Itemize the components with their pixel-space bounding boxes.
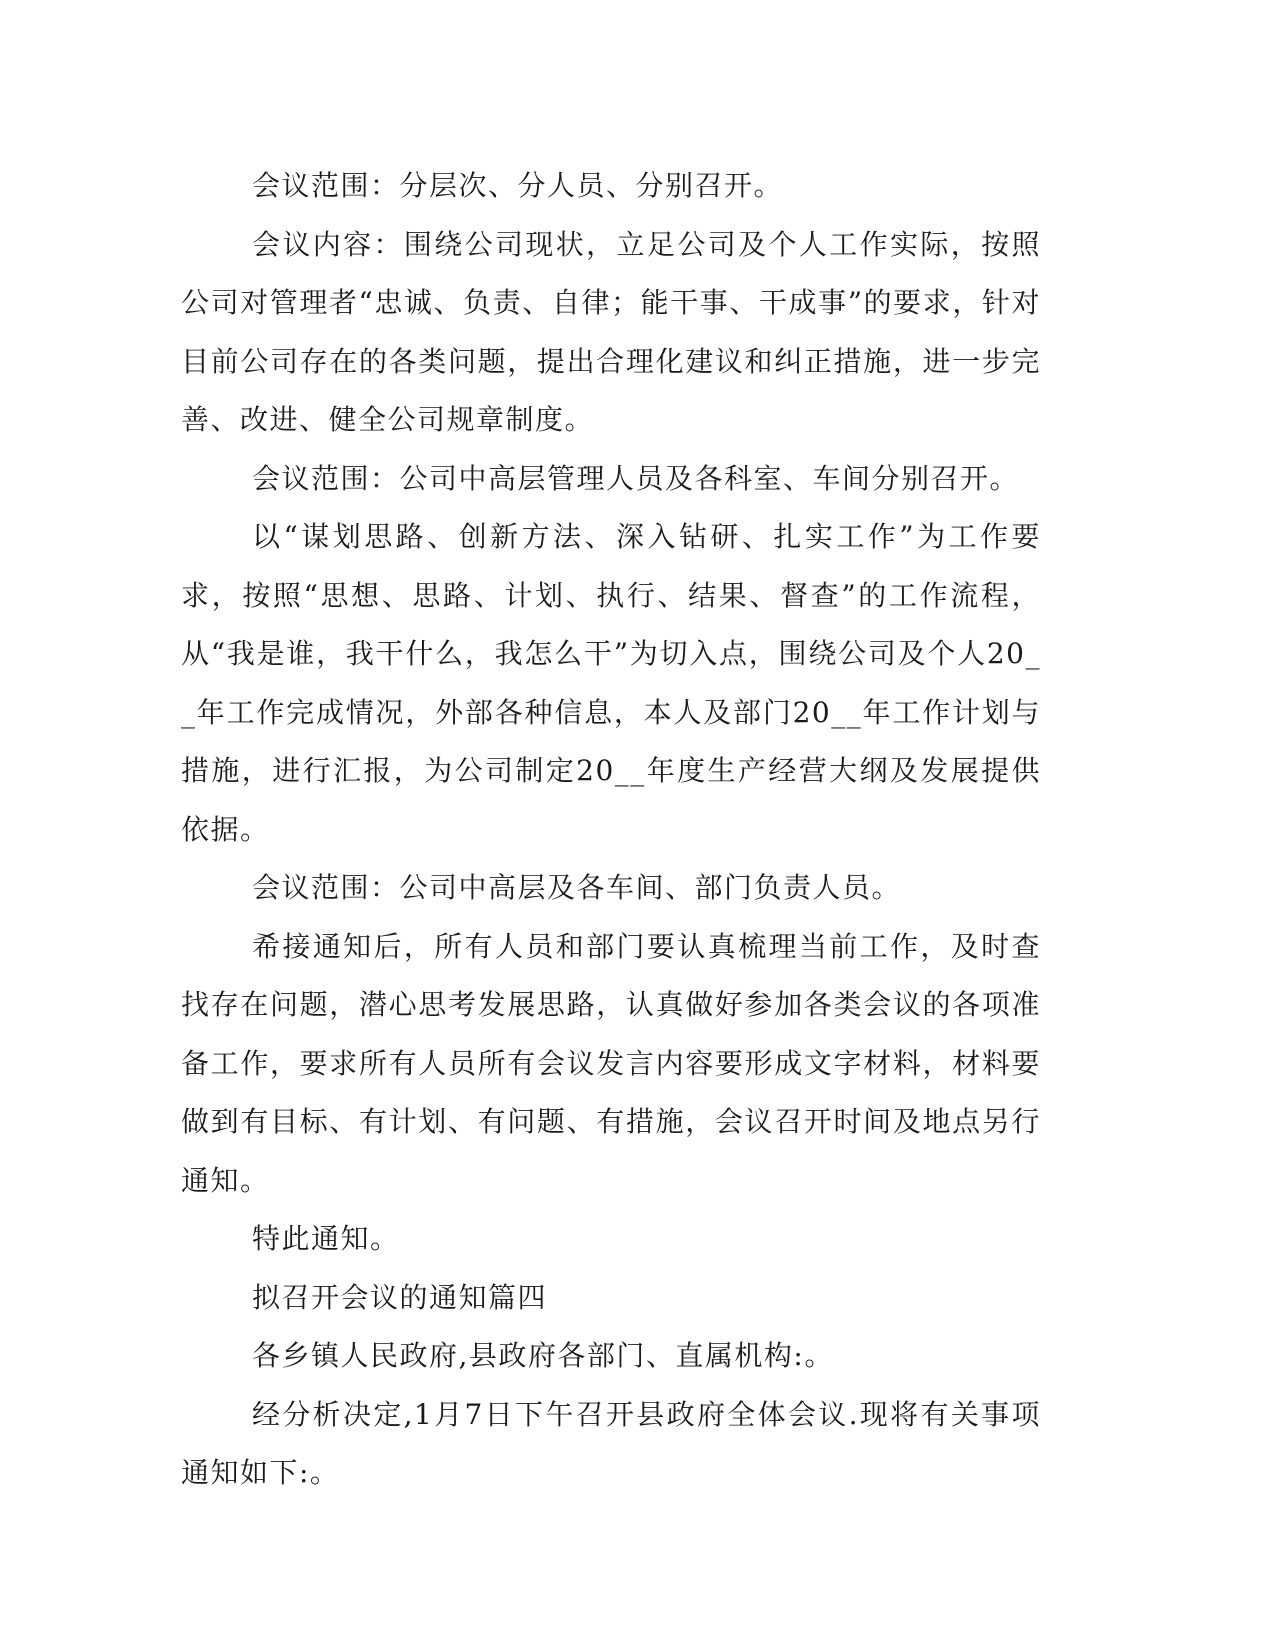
paragraph-decision: 经分析决定,1月7日下午召开县政府全体会议.现将有关事项通知如下:。 [181, 1397, 1041, 1489]
paragraph-meeting-content: 会议内容：围绕公司现状，立足公司及个人工作实际，按照公司对管理者“忠诚、负责、自律；能干事、干成事”的要求，针对目前公司存在的各类问题，提出合理化建议和纠正措施，进一步完善、改进、健全公司规章制度。 [181, 227, 1041, 436]
paragraph-work-requirements: 以“谋划思路、创新方法、深入钻研、扎实工作”为工作要求，按照“思想、思路、计划、执行、结果、督查”的工作流程，从“我是谁，我干什么，我怎么干”为切入点，围绕公司及个人20__年工作完成情况，外部各种信息，本人及部门20__年工作计划与措施，进行汇报，为公司制定20__年度生产经营大纲及发展提供依据。 [181, 520, 1041, 846]
paragraph-meeting-scope-3: 会议范围：公司中高层及各车间、部门负责人员。 [252, 871, 902, 904]
paragraph-closing: 特此通知。 [252, 1222, 400, 1255]
paragraph-meeting-scope-2: 会议范围：公司中高层管理人员及各科室、车间分别召开。 [252, 461, 1020, 495]
paragraph-meeting-scope-1: 会议范围：分层次、分人员、分别召开。 [252, 169, 784, 202]
paragraph-preparation-notice: 希接通知后，所有人员和部门要认真梳理当前工作，及时查找存在问题，潜心思考发展思路，认真做好参加各类会议的各项准备工作，要求所有人员所有会议发言内容要形成文字材料，材料要做到有目标、有计划、有问题、有措施，会议召开时间及地点另行通知。 [181, 929, 1041, 1197]
paragraph-addressees: 各乡镇人民政府,县政府各部门、直属机构:。 [252, 1339, 834, 1372]
document-body [181, 157, 1041, 1503]
section-heading: 拟召开会议的通知篇四 [252, 1280, 548, 1314]
